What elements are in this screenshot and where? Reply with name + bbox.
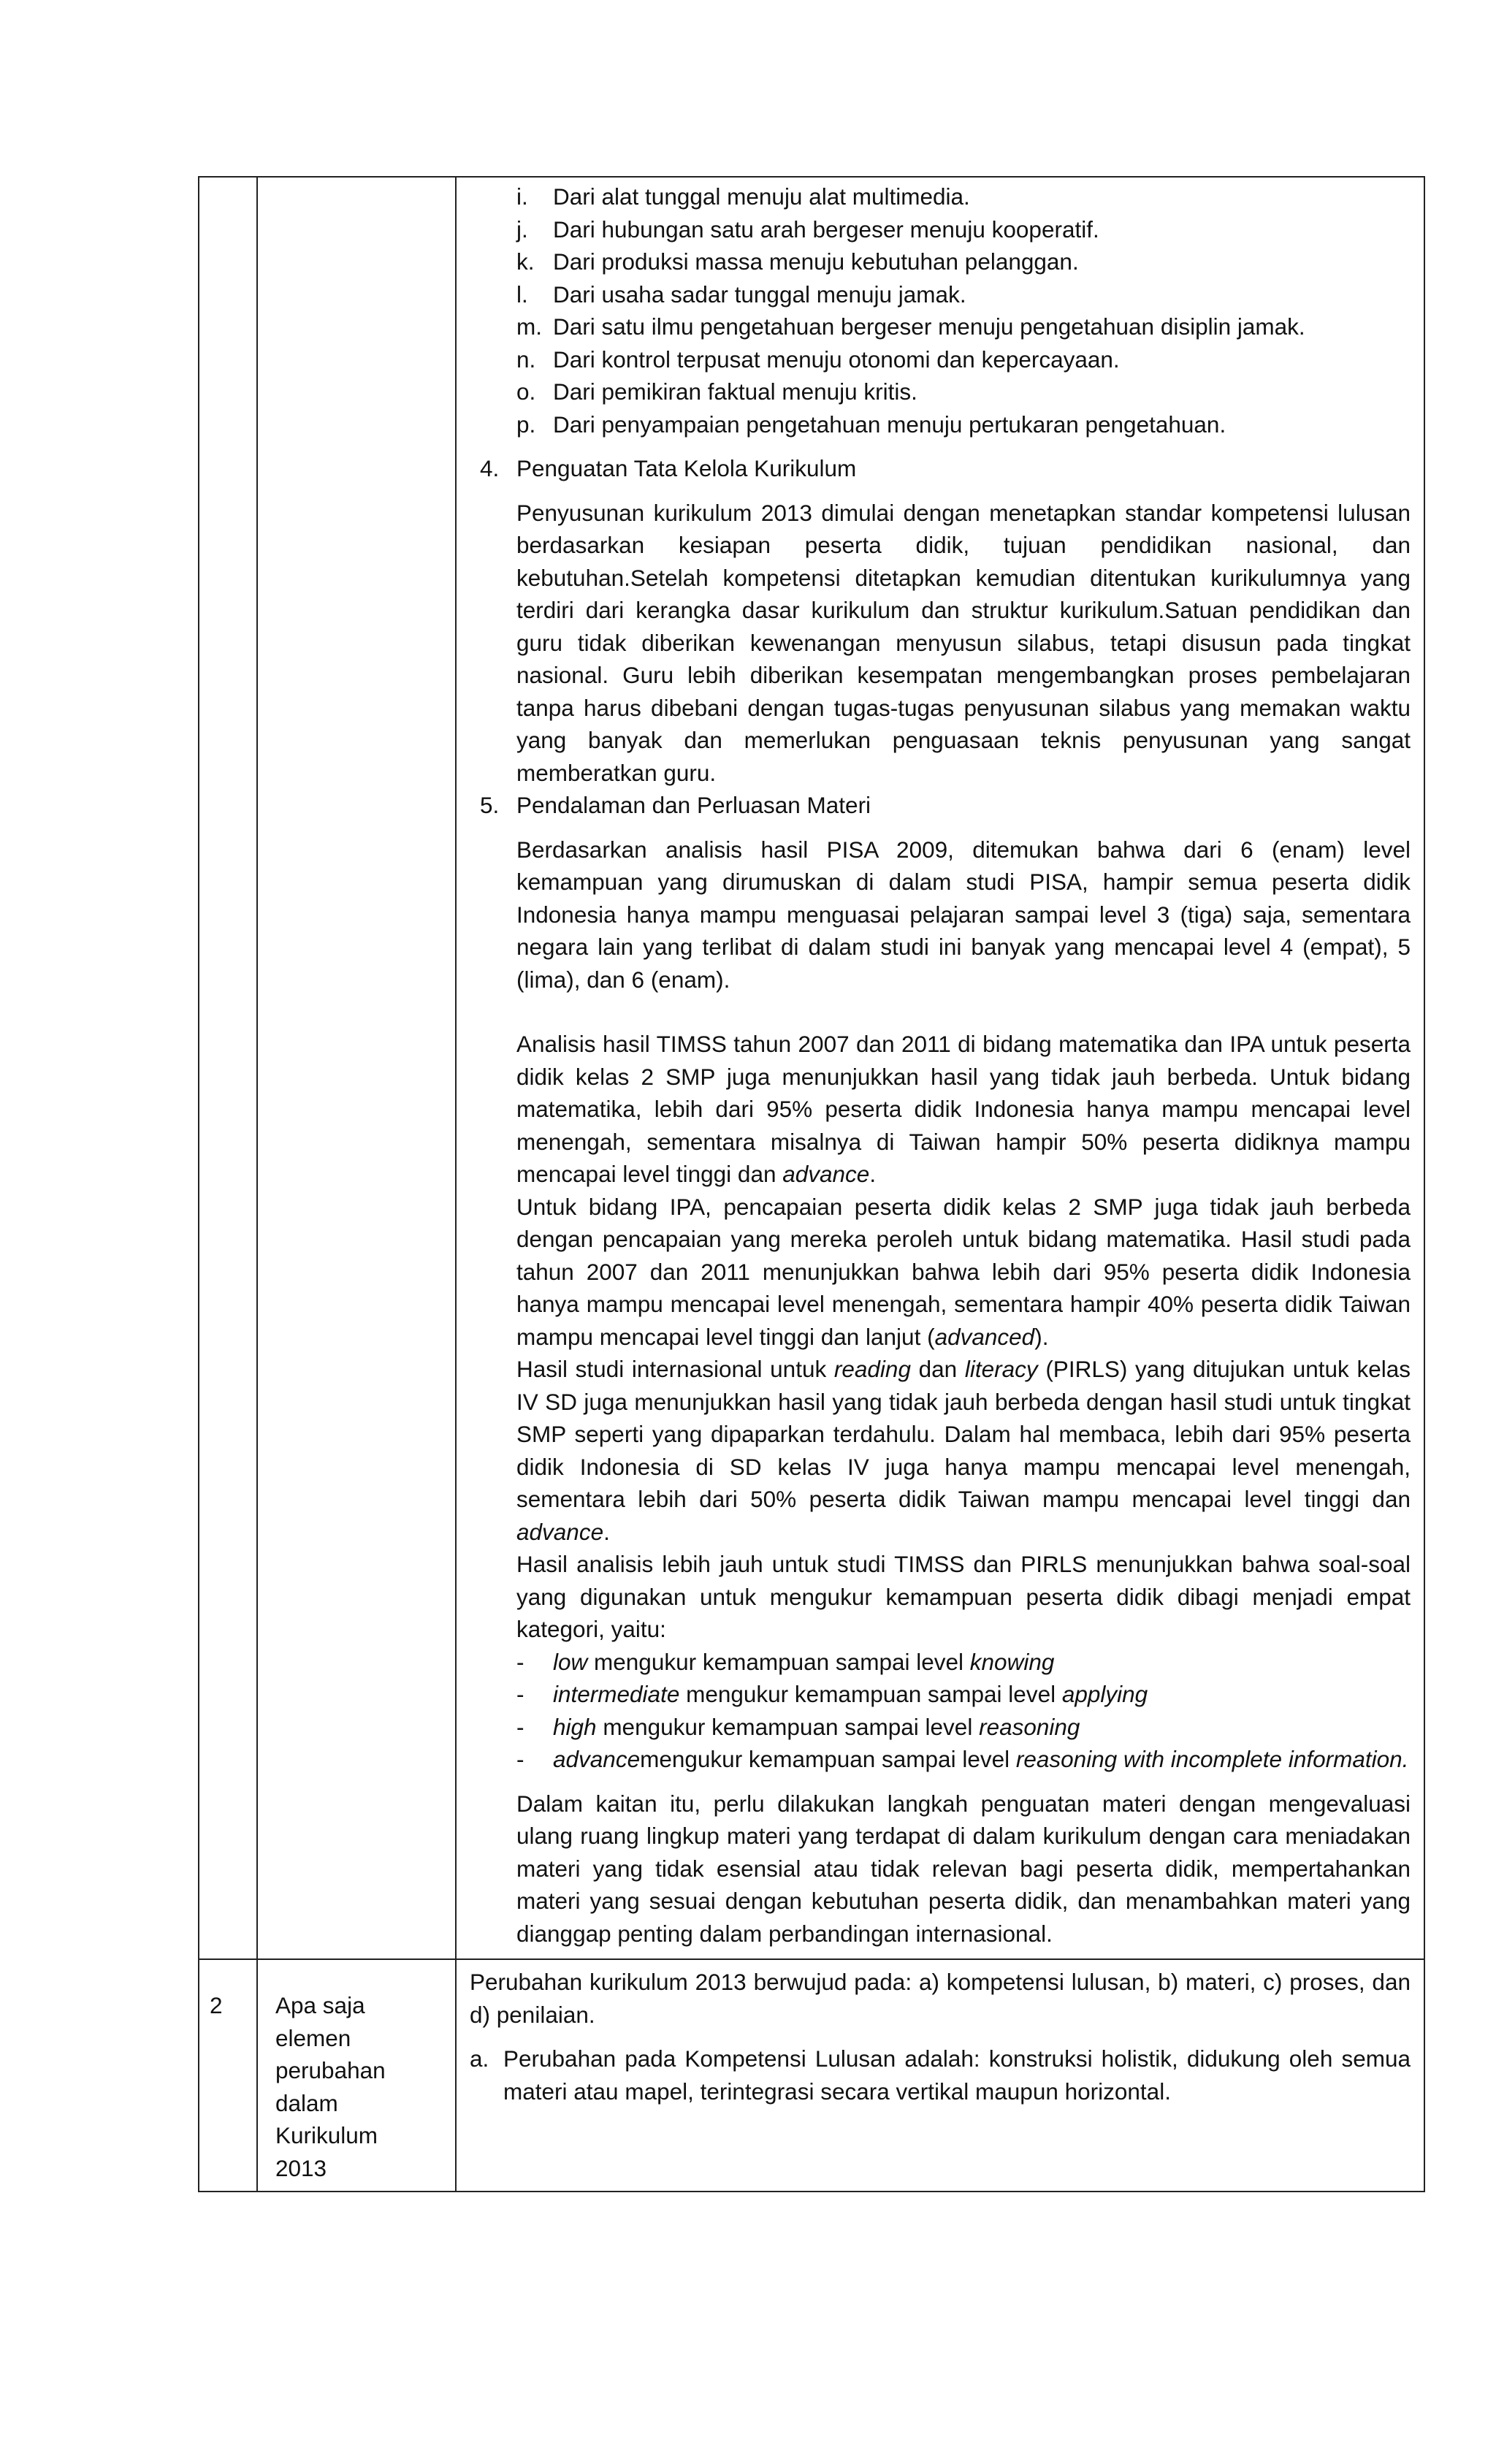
table-row: [199, 1959, 1424, 2192]
list-item: - advancemengukur kemampuan sampai level reasoning with incomplete information.: [516, 1746, 1409, 1772]
list-item: - intermediate mengukur kemampuan sampai level applying: [516, 1681, 1148, 1707]
content-table: [198, 176, 1425, 2192]
dash-list: [470, 1646, 1411, 1776]
list-item: j. Dari hubungan satu arah bergeser menuju kooperatif.: [516, 215, 1099, 243]
list-item: n. Dari kontrol terpusat menuju otonomi dan kepercayaan.: [516, 346, 1120, 373]
section-heading-4: 4. Penguatan Tata Kelola Kurikulum: [480, 455, 857, 481]
paragraph: Berdasarkan analisis hasil PISA 2009, ditemukan bahwa dari 6 (enam) level kemampuan yang dirumuskan di dalam studi PISA, hampir semua peserta didik Indonesia hanya mampu menguasai pelajaran sampai level 3 (tiga) saja, sementara negara lain yang terlibat di dalam studi ini banyak yang mencapai level 4 (empat), 5 (lima), dan 6 (enam).: [516, 836, 1411, 993]
section-heading-5: 5. Pendalaman dan Perluasan Materi: [480, 792, 871, 818]
paragraph: Penyusunan kurikulum 2013 dimulai dengan menetapkan standar kompetensi lulusan berdasarkan kesiapan peserta didik, tujuan pendidikan nasional, dan kebutuhan.Setelah kompetensi ditetapkan kemudian ditentukan kurikulumnya yang terdiri dari kerangka dasar kurikulum dan struktur kurikulum.Satuan pendidikan dan guru tidak diberikan kewenangan menyusun silabus, tetapi disusun pada tingkat nasional. Guru lebih diberikan kesempatan mengembangkan proses pembelajaran tanpa harus dibebani dengan tugas-tugas penyusunan silabus yang memakan waktu yang banyak dan memerlukan penguasaan teknis penyusunan yang sangat memberatkan guru.: [516, 499, 1411, 786]
paragraph: Dalam kaitan itu, perlu dilakukan langkah penguatan materi dengan mengevaluasi ulang ruang lingkup materi yang terdapat di dalam kurikulum dengan cara meniadakan materi yang tidak esensial atau tidak relevan bagi peserta didik, mempertahankan materi yang sesuai dengan kebutuhan peserta didik, dan menambahkan materi yang dianggap penting dalam perbandingan internasional.: [516, 1790, 1411, 1947]
question-cell: [257, 177, 456, 1959]
number-cell: [199, 177, 257, 1959]
number-cell: [199, 1959, 257, 2192]
list-item: a. Perubahan pada Kompetensi Lulusan adalah: konstruksi holistik, didukung oleh semua materi atau mapel, terintegrasi secara vertikal maupun horizontal.: [470, 2045, 1411, 2105]
list-item: o. Dari pemikiran faktual menuju kritis.: [516, 378, 917, 405]
list-item: l. Dari usaha sadar tunggal menuju jamak.: [516, 281, 966, 308]
row-number: 2: [210, 1992, 223, 2018]
paragraph: Hasil studi internasional untuk reading dan literacy (PIRLS) yang ditujukan untuk kelas IV SD juga menunjukkan hasil yang tidak jauh berbeda dengan hasil studi untuk tingkat SMP seperti yang dipaparkan terdahulu. Dalam hal membaca, lebih dari 95% peserta didik Indonesia di SD kelas IV juga hanya mampu mencapai level menengah, sementara lebih dari 50% peserta didik Taiwan mampu mencapai level tinggi dan advance.: [516, 1356, 1411, 1545]
list-item: k. Dari produksi massa menuju kebutuhan pelanggan.: [516, 248, 1079, 275]
table-row: [199, 177, 1424, 1959]
list-item: p. Dari penyampaian pengetahuan menuju pertukaran pengetahuan.: [516, 411, 1226, 438]
question-cell: [257, 1959, 456, 2192]
paragraph: Hasil analisis lebih jauh untuk studi TIMSS dan PIRLS menunjukkan bahwa soal-soal yang digunakan untuk mengukur kemampuan peserta didik dibagi menjadi empat kategori, yaitu:: [516, 1551, 1411, 1642]
paragraph: Perubahan kurikulum 2013 berwujud pada: a) kompetensi lulusan, b) materi, c) proses, dan d) penilaian.: [470, 1969, 1411, 2028]
list-item: - low mengukur kemampuan sampai level knowing: [516, 1648, 1055, 1675]
paragraph: Analisis hasil TIMSS tahun 2007 dan 2011 di bidang matematika dan IPA untuk peserta didik kelas 2 SMP juga menunjukkan hasil yang tidak jauh berbeda. Untuk bidang matematika, lebih dari 95% peserta didik Indonesia hanya mampu mencapai level menengah, sementara misalnya di Taiwan hampir 50% peserta didiknya mampu mencapai level tinggi dan advance.: [516, 1031, 1411, 1187]
answer-cell: [456, 1959, 1424, 2192]
letter-list: [470, 180, 1411, 440]
question-text: Apa saja elemen perubahan dalam Kurikulum 2013: [275, 1992, 386, 2181]
answer-cell: [456, 177, 1424, 1959]
list-item: - high mengukur kemampuan sampai level reasoning: [516, 1713, 1080, 1740]
paragraph: Untuk bidang IPA, pencapaian peserta didik kelas 2 SMP juga tidak jauh berbeda dengan pencapaian yang mereka peroleh untuk bidang matematika. Hasil studi pada tahun 2007 dan 2011 menunjukkan bahwa lebih dari 95% peserta didik Indonesia hanya mampu mencapai level menengah, sementara hampir 40% peserta didik Taiwan mampu mencapai level tinggi dan lanjut (advanced).: [516, 1193, 1411, 1350]
list-item: i. Dari alat tunggal menuju alat multimedia.: [516, 183, 970, 210]
list-item: m. Dari satu ilmu pengetahuan bergeser menuju pengetahuan disiplin jamak.: [516, 313, 1305, 340]
